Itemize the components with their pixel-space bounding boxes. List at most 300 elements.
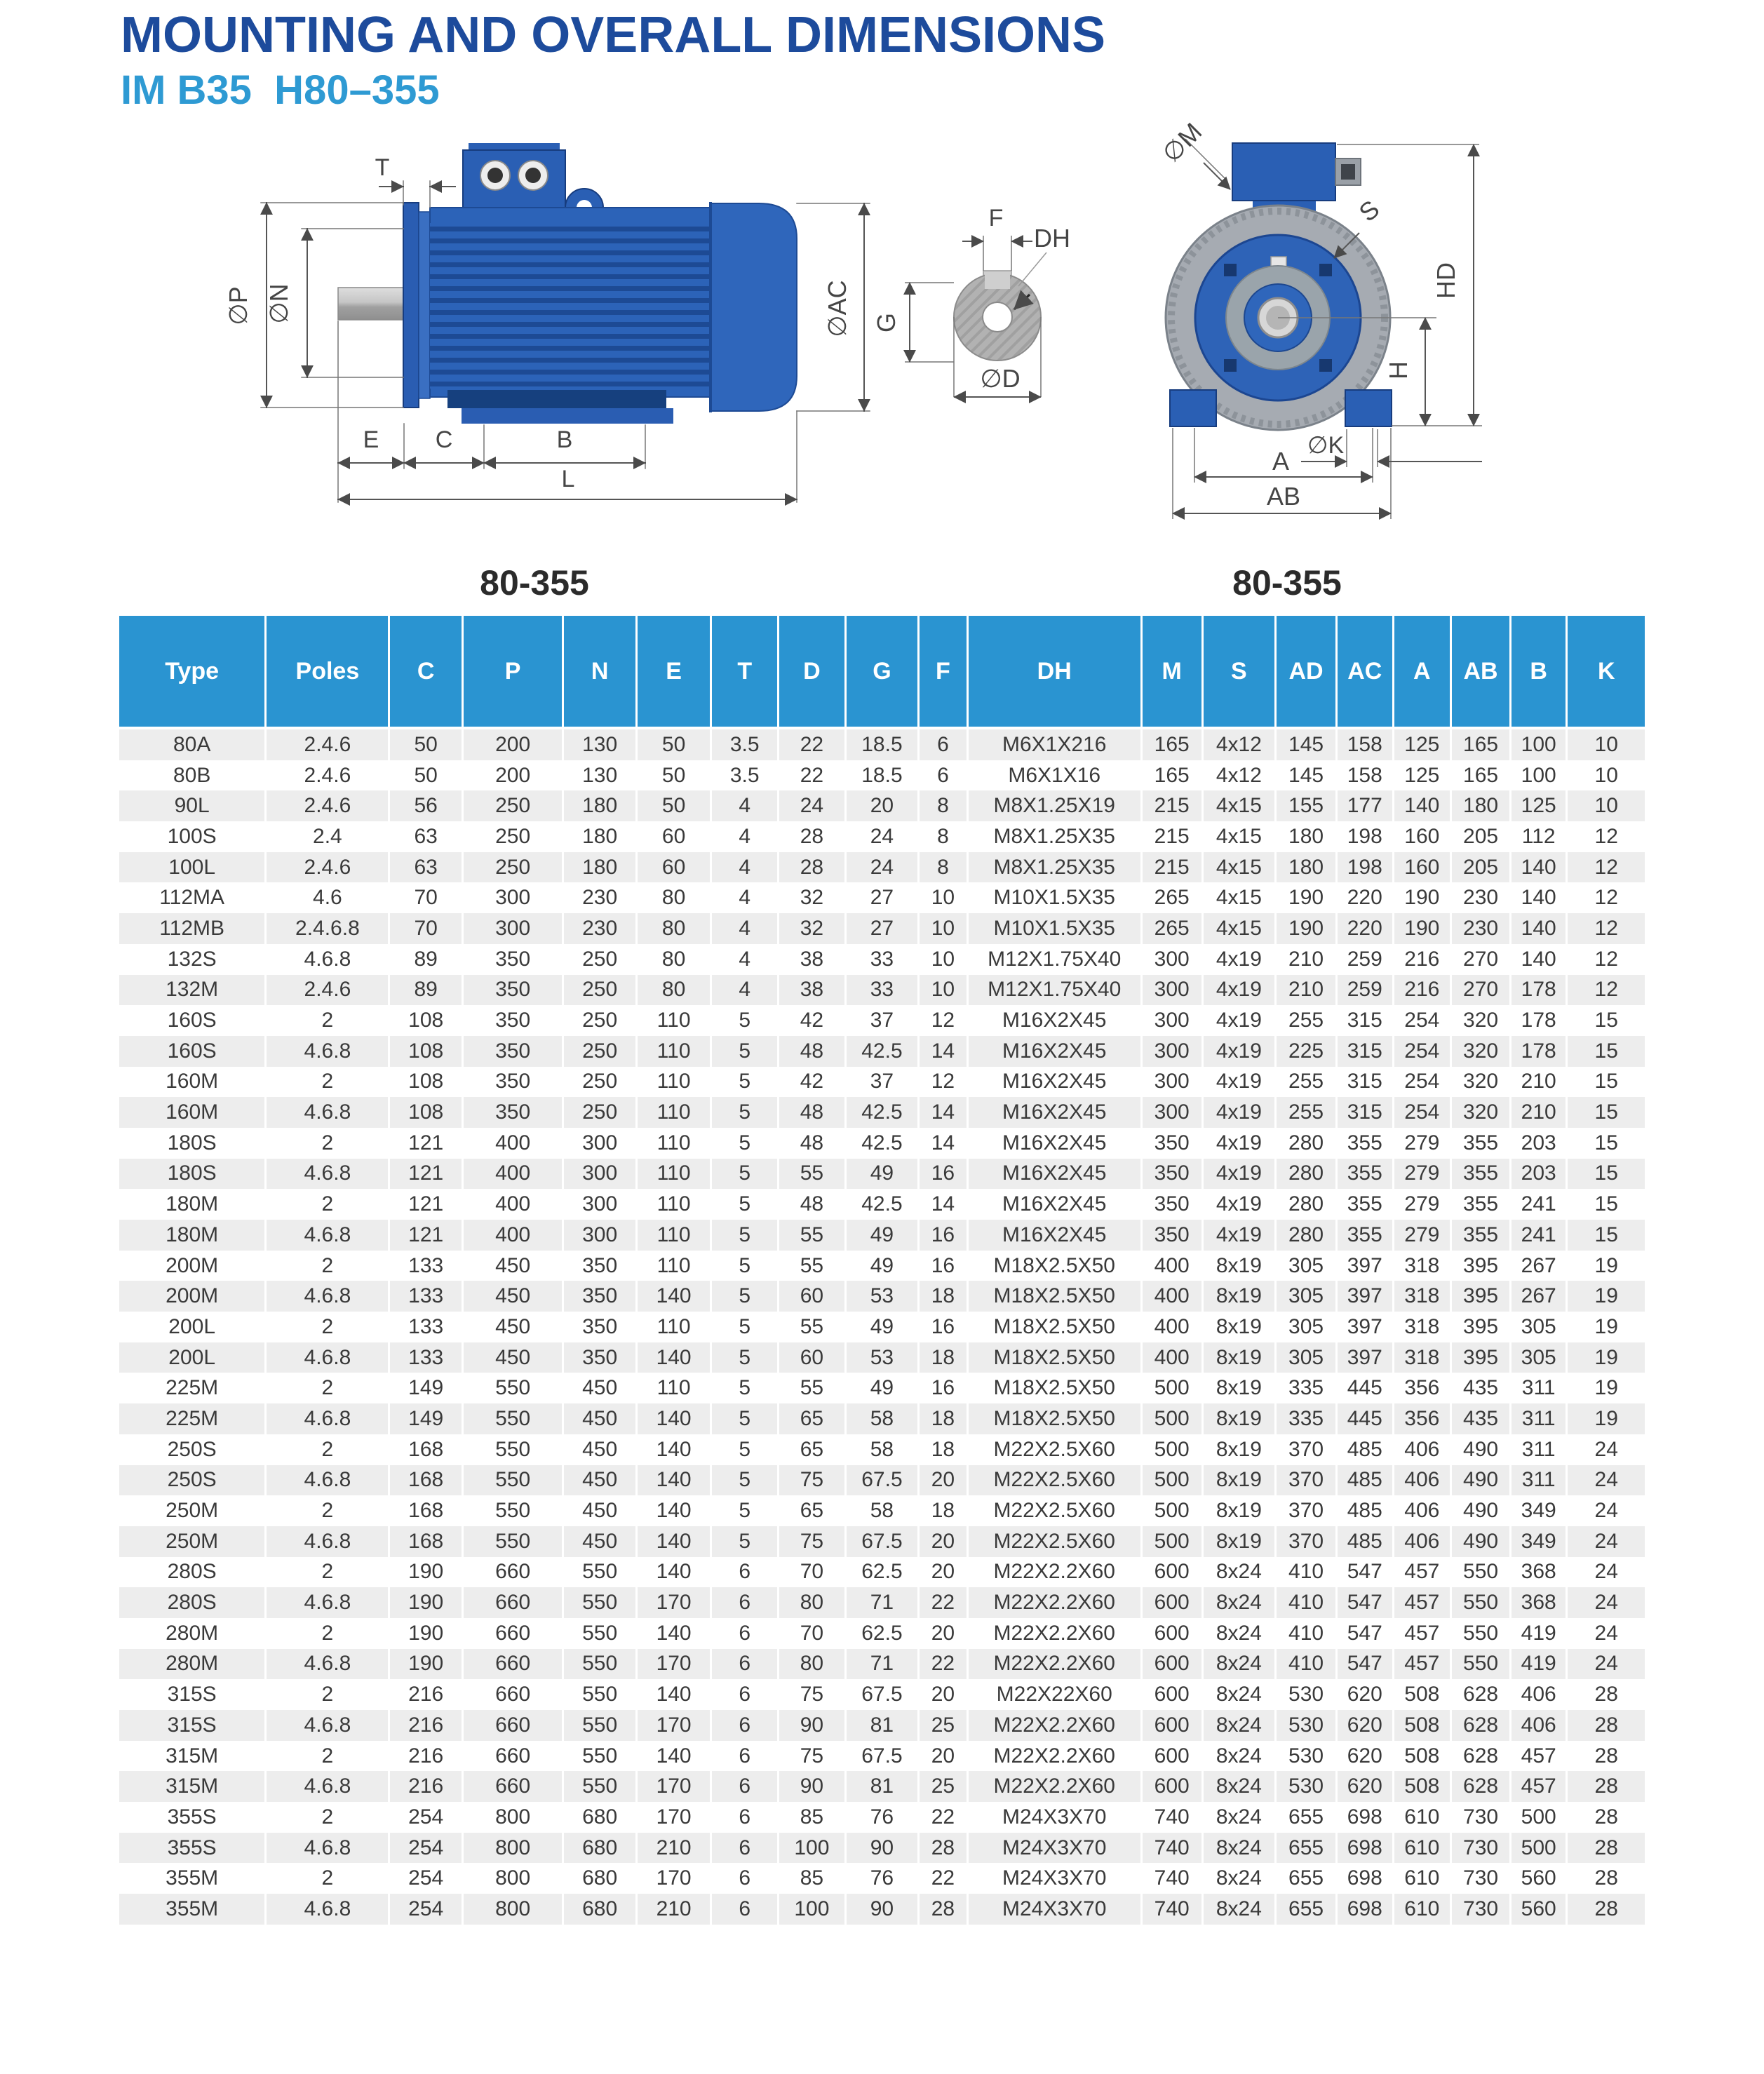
cell-e: 140 xyxy=(636,1526,711,1557)
cell-c: 216 xyxy=(389,1710,462,1741)
cell-poles: 2 xyxy=(266,1802,389,1833)
cell-ac: 315 xyxy=(1337,1036,1393,1067)
cell-e: 110 xyxy=(636,1312,711,1342)
cell-ac: 355 xyxy=(1337,1159,1393,1190)
cell-type: 315M xyxy=(119,1771,266,1802)
fan-cowl xyxy=(711,203,797,411)
cell-b: 178 xyxy=(1510,975,1566,1006)
cell-k: 12 xyxy=(1594,855,1618,879)
cell-m: 600 xyxy=(1141,1557,1202,1588)
cell-poles: 4.6.8 xyxy=(266,1771,389,1802)
cell-m: 600 xyxy=(1141,1587,1202,1618)
cell-g: 62.5 xyxy=(845,1618,918,1649)
cell-ad: 305 xyxy=(1276,1312,1337,1342)
cell-f: 10 xyxy=(919,882,968,913)
cell-g: 49 xyxy=(845,1220,918,1251)
cell-t: 6 xyxy=(711,1741,779,1772)
cell-b: 500 xyxy=(1510,1833,1566,1864)
cell-ab: 730 xyxy=(1451,1863,1511,1894)
cell-ad: 210 xyxy=(1276,975,1337,1006)
cell-n: 550 xyxy=(563,1771,636,1802)
table-row xyxy=(119,1251,1645,1281)
cell-n: 300 xyxy=(563,1159,636,1190)
cell-ac: 698 xyxy=(1337,1802,1393,1833)
cell-a: 508 xyxy=(1393,1741,1451,1772)
cell-c: 63 xyxy=(389,821,462,852)
cell-type: 355M xyxy=(119,1894,266,1925)
table-row xyxy=(119,913,1645,944)
cell-n: 450 xyxy=(563,1373,636,1403)
cell-c: 50 xyxy=(389,760,462,791)
cell-f: 14 xyxy=(919,1097,968,1128)
cell-e: 80 xyxy=(636,882,711,913)
side-view-caption: 80-355 xyxy=(480,563,589,602)
cell-poles: 4.6.8 xyxy=(266,1097,389,1128)
cell-poles: 2 xyxy=(266,1618,389,1649)
cell-s: 8x24 xyxy=(1202,1618,1275,1649)
cell-dh: M16X2X45 xyxy=(967,1036,1141,1067)
column-header-n: N xyxy=(563,616,636,728)
cell-ac: 259 xyxy=(1337,944,1393,975)
cell-s: 8x24 xyxy=(1202,1833,1275,1864)
cell-b: 305 xyxy=(1510,1342,1566,1373)
cell-type: 80B xyxy=(119,760,266,791)
mounting-feet xyxy=(447,390,673,424)
cell-t: 3.5 xyxy=(711,760,779,791)
cell-f: 18 xyxy=(919,1342,968,1373)
cell-n: 180 xyxy=(563,852,636,883)
cell-b: 419 xyxy=(1510,1618,1566,1649)
cell-g: 42.5 xyxy=(845,1128,918,1159)
cell-p: 660 xyxy=(462,1679,563,1710)
cell-n: 230 xyxy=(563,913,636,944)
cell-m: 400 xyxy=(1141,1281,1202,1312)
cell-d: 60 xyxy=(779,1342,846,1373)
cell-ab: 628 xyxy=(1451,1679,1511,1710)
cell-s: 8x24 xyxy=(1202,1863,1275,1894)
cell-p: 350 xyxy=(462,1067,563,1098)
cell-a: 508 xyxy=(1393,1679,1451,1710)
cell-a: 216 xyxy=(1393,975,1451,1006)
cell-ac: 397 xyxy=(1337,1342,1393,1373)
cell-ab: 230 xyxy=(1451,913,1511,944)
cell-g: 18.5 xyxy=(845,760,918,791)
keyway-slot xyxy=(985,272,1010,289)
cell-b: 457 xyxy=(1510,1771,1566,1802)
cell-e: 170 xyxy=(636,1710,711,1741)
cell-m: 400 xyxy=(1141,1312,1202,1342)
cell-c: 121 xyxy=(389,1159,462,1190)
cell-b: 457 xyxy=(1510,1741,1566,1772)
cell-type: 160S xyxy=(119,1036,266,1067)
cell-ad: 280 xyxy=(1276,1189,1337,1220)
cell-ad: 370 xyxy=(1276,1495,1337,1526)
cell-a: 356 xyxy=(1393,1403,1451,1434)
cell-a: 160 xyxy=(1393,852,1451,883)
cell-poles: 2.4.6 xyxy=(266,852,389,883)
cell-ac: 547 xyxy=(1337,1649,1393,1680)
cell-c: 190 xyxy=(389,1618,462,1649)
dim-label-ab: AB xyxy=(1266,482,1301,511)
cell-ad: 155 xyxy=(1276,790,1337,821)
cell-n: 130 xyxy=(563,728,636,760)
cell-ab: 165 xyxy=(1451,728,1511,760)
cell-n: 550 xyxy=(563,1649,636,1680)
cell-p: 800 xyxy=(462,1802,563,1833)
column-header-ab: AB xyxy=(1451,616,1511,728)
cell-ac: 315 xyxy=(1337,1005,1393,1036)
cell-g: 67.5 xyxy=(845,1741,918,1772)
cell-c: 190 xyxy=(389,1587,462,1618)
cell-type: 132S xyxy=(119,944,266,975)
cell-d: 28 xyxy=(779,821,846,852)
column-header-p: P xyxy=(462,616,563,728)
cell-m: 740 xyxy=(1141,1894,1202,1925)
cell-poles: 4.6.8 xyxy=(266,1833,389,1864)
cell-a: 318 xyxy=(1393,1281,1451,1312)
cell-type: 180S xyxy=(119,1128,266,1159)
cell-dh: M10X1.5X35 xyxy=(967,913,1141,944)
cell-t: 5 xyxy=(711,1434,779,1465)
motor-body xyxy=(430,208,711,397)
cell-t: 5 xyxy=(711,1312,779,1342)
cell-type: 250M xyxy=(119,1495,266,1526)
cell-k: 24 xyxy=(1594,1529,1618,1553)
dim-label-l: L xyxy=(561,466,575,492)
cell-k: 28 xyxy=(1594,1897,1618,1920)
cell-c: 168 xyxy=(389,1434,462,1465)
cell-ac: 620 xyxy=(1337,1679,1393,1710)
cell-n: 550 xyxy=(563,1741,636,1772)
foot-left xyxy=(1170,390,1216,426)
cell-dh: M22X2.2X60 xyxy=(967,1649,1141,1680)
cell-c: 56 xyxy=(389,790,462,821)
cell-k: 19 xyxy=(1594,1376,1618,1400)
cell-type: 280M xyxy=(119,1649,266,1680)
dim-label-t: T xyxy=(375,154,390,181)
cell-g: 33 xyxy=(845,944,918,975)
cell-ab: 490 xyxy=(1451,1465,1511,1496)
cell-f: 22 xyxy=(919,1587,968,1618)
cell-b: 349 xyxy=(1510,1526,1566,1557)
cell-p: 450 xyxy=(462,1281,563,1312)
cell-n: 550 xyxy=(563,1587,636,1618)
table-row xyxy=(119,1465,1645,1496)
cell-p: 350 xyxy=(462,1005,563,1036)
cell-ab: 490 xyxy=(1451,1526,1511,1557)
cell-m: 165 xyxy=(1141,728,1202,760)
cell-g: 71 xyxy=(845,1649,918,1680)
cell-ac: 485 xyxy=(1337,1495,1393,1526)
cell-d: 100 xyxy=(779,1894,846,1925)
cell-ad: 410 xyxy=(1276,1587,1337,1618)
cell-n: 450 xyxy=(563,1495,636,1526)
cell-type: 160M xyxy=(119,1067,266,1098)
cell-p: 660 xyxy=(462,1771,563,1802)
cell-t: 4 xyxy=(711,913,779,944)
cell-f: 20 xyxy=(919,1618,968,1649)
cell-type: 315S xyxy=(119,1679,266,1710)
cell-poles: 4.6.8 xyxy=(266,1159,389,1190)
cell-e: 110 xyxy=(636,1251,711,1281)
cell-s: 8x19 xyxy=(1202,1281,1275,1312)
cell-d: 55 xyxy=(779,1373,846,1403)
cell-c: 254 xyxy=(389,1802,462,1833)
cell-dh: M6X1X216 xyxy=(967,728,1141,760)
cell-ad: 225 xyxy=(1276,1036,1337,1067)
cell-t: 5 xyxy=(711,1097,779,1128)
cell-d: 22 xyxy=(779,760,846,791)
cell-e: 60 xyxy=(636,852,711,883)
cell-f: 16 xyxy=(919,1251,968,1281)
dimensions-table xyxy=(119,616,1645,1925)
cell-type: 180M xyxy=(119,1189,266,1220)
cell-c: 121 xyxy=(389,1189,462,1220)
cell-k: 19 xyxy=(1594,1314,1618,1338)
cell-m: 350 xyxy=(1141,1159,1202,1190)
cell-g: 49 xyxy=(845,1312,918,1342)
cell-k: 15 xyxy=(1594,1131,1618,1154)
cell-f: 8 xyxy=(919,852,968,883)
cell-m: 500 xyxy=(1141,1373,1202,1403)
cell-g: 53 xyxy=(845,1281,918,1312)
cell-d: 70 xyxy=(779,1618,846,1649)
cell-k: 24 xyxy=(1594,1560,1618,1584)
cell-b: 241 xyxy=(1510,1220,1566,1251)
cell-m: 300 xyxy=(1141,944,1202,975)
cell-b: 560 xyxy=(1510,1894,1566,1925)
cell-b: 368 xyxy=(1510,1587,1566,1618)
cell-k: 10 xyxy=(1594,732,1618,756)
cell-d: 55 xyxy=(779,1312,846,1342)
cell-p: 200 xyxy=(462,728,563,760)
cell-k: 15 xyxy=(1594,1192,1618,1216)
cell-e: 140 xyxy=(636,1342,711,1373)
cell-d: 90 xyxy=(779,1710,846,1741)
cell-n: 350 xyxy=(563,1312,636,1342)
cell-ac: 198 xyxy=(1337,821,1393,852)
cell-t: 3.5 xyxy=(711,728,779,760)
cell-k: 12 xyxy=(1594,978,1618,1002)
cell-k: 28 xyxy=(1594,1744,1618,1767)
cell-g: 42.5 xyxy=(845,1036,918,1067)
cell-type: 160M xyxy=(119,1097,266,1128)
cell-b: 100 xyxy=(1510,728,1566,760)
cell-c: 254 xyxy=(389,1894,462,1925)
cell-ad: 410 xyxy=(1276,1618,1337,1649)
cell-n: 680 xyxy=(563,1894,636,1925)
cell-poles: 4.6.8 xyxy=(266,1587,389,1618)
cell-f: 16 xyxy=(919,1159,968,1190)
table-row xyxy=(119,1036,1645,1067)
dim-label-dh: DH xyxy=(1034,224,1070,252)
cell-g: 90 xyxy=(845,1894,918,1925)
cell-t: 5 xyxy=(711,1281,779,1312)
cell-s: 8x19 xyxy=(1202,1495,1275,1526)
cell-m: 500 xyxy=(1141,1465,1202,1496)
cell-b: 210 xyxy=(1510,1097,1566,1128)
cell-dh: M16X2X45 xyxy=(967,1159,1141,1190)
table-row xyxy=(119,1526,1645,1557)
cell-dh: M18X2.5X50 xyxy=(967,1403,1141,1434)
cell-s: 8x19 xyxy=(1202,1251,1275,1281)
cell-ad: 655 xyxy=(1276,1894,1337,1925)
cell-t: 5 xyxy=(711,1465,779,1496)
cell-g: 49 xyxy=(845,1251,918,1281)
cell-b: 241 xyxy=(1510,1189,1566,1220)
cell-t: 5 xyxy=(711,1159,779,1190)
cell-type: 355S xyxy=(119,1833,266,1864)
cell-k: 19 xyxy=(1594,1253,1618,1277)
cell-ab: 205 xyxy=(1451,821,1511,852)
cell-n: 250 xyxy=(563,1036,636,1067)
cell-t: 4 xyxy=(711,975,779,1006)
cell-type: 112MB xyxy=(119,913,266,944)
cell-s: 8x19 xyxy=(1202,1526,1275,1557)
cell-ac: 547 xyxy=(1337,1557,1393,1588)
side-view-drawing xyxy=(224,143,870,602)
cell-a: 457 xyxy=(1393,1587,1451,1618)
cell-f: 18 xyxy=(919,1434,968,1465)
cell-c: 149 xyxy=(389,1403,462,1434)
column-header-e: E xyxy=(636,616,711,728)
cell-t: 5 xyxy=(711,1251,779,1281)
cell-f: 18 xyxy=(919,1281,968,1312)
cell-ad: 655 xyxy=(1276,1802,1337,1833)
cell-a: 508 xyxy=(1393,1710,1451,1741)
cell-p: 660 xyxy=(462,1618,563,1649)
cell-ab: 550 xyxy=(1451,1649,1511,1680)
cell-t: 5 xyxy=(711,1403,779,1434)
cell-ad: 370 xyxy=(1276,1526,1337,1557)
table-row xyxy=(119,1771,1645,1802)
cell-dh: M22X2.5X60 xyxy=(967,1434,1141,1465)
dim-label-ac: ∅AC xyxy=(823,280,851,337)
cell-d: 42 xyxy=(779,1005,846,1036)
column-header-g: G xyxy=(845,616,918,728)
cell-poles: 2 xyxy=(266,1741,389,1772)
cell-t: 5 xyxy=(711,1373,779,1403)
cell-e: 80 xyxy=(636,913,711,944)
cell-d: 100 xyxy=(779,1833,846,1864)
cell-a: 318 xyxy=(1393,1312,1451,1342)
cell-b: 311 xyxy=(1510,1465,1566,1496)
cell-m: 600 xyxy=(1141,1741,1202,1772)
cell-c: 108 xyxy=(389,1097,462,1128)
cell-ac: 485 xyxy=(1337,1526,1393,1557)
dim-label-m: ∅M xyxy=(1156,116,1208,168)
cell-d: 75 xyxy=(779,1526,846,1557)
cell-t: 6 xyxy=(711,1679,779,1710)
cell-s: 4x15 xyxy=(1202,790,1275,821)
dim-label-p: ∅P xyxy=(224,286,253,325)
table-row xyxy=(119,944,1645,975)
cell-ab: 628 xyxy=(1451,1771,1511,1802)
cell-a: 610 xyxy=(1393,1802,1451,1833)
dim-label-e: E xyxy=(363,426,379,453)
cell-c: 89 xyxy=(389,975,462,1006)
cell-k: 28 xyxy=(1594,1836,1618,1859)
cell-a: 160 xyxy=(1393,821,1451,852)
cell-dh: M18X2.5X50 xyxy=(967,1281,1141,1312)
cell-c: 133 xyxy=(389,1312,462,1342)
cell-d: 85 xyxy=(779,1863,846,1894)
technical-drawings xyxy=(0,105,1764,610)
cell-t: 5 xyxy=(711,1220,779,1251)
cell-dh: M24X3X70 xyxy=(967,1863,1141,1894)
cell-poles: 4.6.8 xyxy=(266,1036,389,1067)
cell-e: 140 xyxy=(636,1495,711,1526)
cell-d: 28 xyxy=(779,852,846,883)
cell-d: 24 xyxy=(779,790,846,821)
cell-e: 210 xyxy=(636,1833,711,1864)
cell-poles: 2 xyxy=(266,1495,389,1526)
cell-c: 50 xyxy=(389,728,462,760)
cell-k: 28 xyxy=(1594,1775,1618,1798)
cell-f: 18 xyxy=(919,1495,968,1526)
cell-t: 5 xyxy=(711,1128,779,1159)
cell-ad: 280 xyxy=(1276,1220,1337,1251)
cell-a: 216 xyxy=(1393,944,1451,975)
cell-a: 406 xyxy=(1393,1434,1451,1465)
cell-poles: 2 xyxy=(266,1251,389,1281)
cell-ab: 230 xyxy=(1451,882,1511,913)
cell-b: 203 xyxy=(1510,1128,1566,1159)
cell-c: 121 xyxy=(389,1128,462,1159)
column-header-s: S xyxy=(1202,616,1275,728)
cell-f: 20 xyxy=(919,1741,968,1772)
cell-t: 6 xyxy=(711,1863,779,1894)
cell-type: 280S xyxy=(119,1587,266,1618)
cell-c: 89 xyxy=(389,944,462,975)
cell-e: 140 xyxy=(636,1557,711,1588)
cell-ad: 530 xyxy=(1276,1771,1337,1802)
cell-m: 740 xyxy=(1141,1833,1202,1864)
cell-k: 19 xyxy=(1594,1284,1618,1308)
cell-dh: M22X2.2X60 xyxy=(967,1771,1141,1802)
cell-ab: 550 xyxy=(1451,1618,1511,1649)
cell-a: 125 xyxy=(1393,728,1451,760)
cell-type: 315M xyxy=(119,1741,266,1772)
cell-t: 5 xyxy=(711,1342,779,1373)
cell-t: 6 xyxy=(711,1771,779,1802)
cell-c: 108 xyxy=(389,1067,462,1098)
column-header-c: C xyxy=(389,616,462,728)
cell-p: 300 xyxy=(462,913,563,944)
cell-a: 318 xyxy=(1393,1251,1451,1281)
cell-s: 4x19 xyxy=(1202,1036,1275,1067)
cell-s: 4x19 xyxy=(1202,1128,1275,1159)
cell-dh: M16X2X45 xyxy=(967,1220,1141,1251)
cell-g: 27 xyxy=(845,913,918,944)
cell-m: 600 xyxy=(1141,1710,1202,1741)
terminal-box-front xyxy=(1232,143,1361,213)
cell-k: 24 xyxy=(1594,1591,1618,1615)
cell-poles: 2 xyxy=(266,1005,389,1036)
cell-n: 450 xyxy=(563,1403,636,1434)
cell-ac: 158 xyxy=(1337,760,1393,791)
cell-type: 355S xyxy=(119,1802,266,1833)
cell-m: 350 xyxy=(1141,1189,1202,1220)
cell-ad: 370 xyxy=(1276,1465,1337,1496)
cell-ac: 698 xyxy=(1337,1833,1393,1864)
cell-ab: 270 xyxy=(1451,975,1511,1006)
cell-m: 265 xyxy=(1141,882,1202,913)
table-row xyxy=(119,1128,1645,1159)
cell-ad: 255 xyxy=(1276,1067,1337,1098)
cell-p: 450 xyxy=(462,1251,563,1281)
cell-ab: 550 xyxy=(1451,1557,1511,1588)
